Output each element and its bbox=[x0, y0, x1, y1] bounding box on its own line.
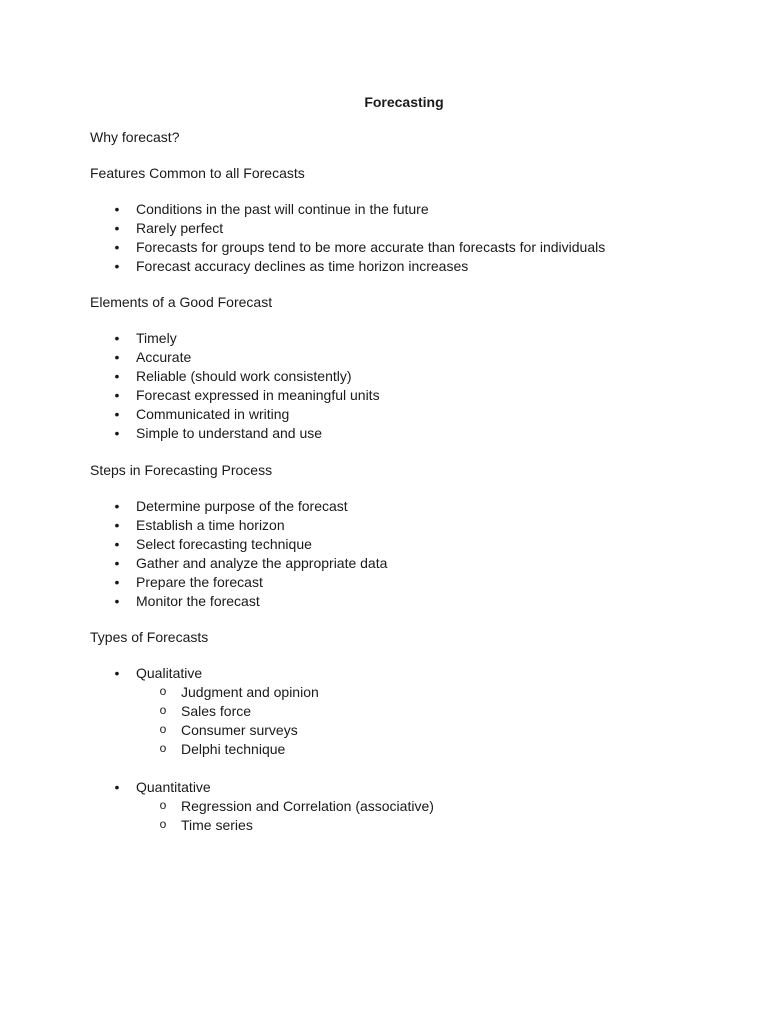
bullet-icon: • bbox=[114, 536, 120, 552]
bullet-icon: • bbox=[114, 349, 120, 365]
bullet-icon: • bbox=[114, 406, 120, 422]
bullet-icon: • bbox=[114, 574, 120, 590]
types-heading: Types of Forecasts bbox=[90, 629, 209, 645]
document-page: Forecasting Why forecast? Features Common to all Forecasts • Conditions in the past will continue in the future • Rarely perfect • Forecasts for groups tend to be more accurate than forecasts for individuals • Forecast accuracy declines as time horizon increases Elements of a Good Forecast • Timely • Accurate • Reliable (should work consistently) • Forecast expressed in meaningful units • Communicated in writing • Simple to understand and use Steps in Forecasting Process • Determine purpose of the forecast • Establish a time horizon • Select forecasting technique • Gather and analyze the appropriate data • Prepare the forecast • Monitor the forecast Types of Forecasts • Qualitative o Judgment and opinion o Sales force o Consumer surveys o Delphi technique • Quantitative o Regression and Correlation (associative) o Time series bbox=[0, 0, 768, 1024]
elements-heading: Elements of a Good Forecast bbox=[90, 294, 273, 310]
circle-bullet-icon: o bbox=[159, 703, 167, 717]
bullet-icon: • bbox=[114, 593, 120, 609]
circle-bullet-icon: o bbox=[159, 798, 167, 812]
circle-bullet-icon: o bbox=[159, 722, 167, 736]
circle-bullet-icon: o bbox=[159, 817, 167, 831]
why-forecast-text: Why forecast? bbox=[90, 129, 180, 145]
bullet-icon: • bbox=[114, 368, 120, 384]
bullet-icon: • bbox=[114, 220, 120, 236]
bullet-icon: • bbox=[114, 239, 120, 255]
features-heading: Features Common to all Forecasts bbox=[90, 165, 305, 181]
document-title: Forecasting bbox=[364, 94, 444, 110]
bullet-icon: • bbox=[114, 201, 120, 217]
bullet-icon: • bbox=[114, 517, 120, 533]
bullet-icon: • bbox=[114, 665, 120, 681]
bullet-icon: • bbox=[114, 425, 120, 441]
bullet-icon: • bbox=[114, 330, 120, 346]
bullet-icon: • bbox=[114, 555, 120, 571]
circle-bullet-icon: o bbox=[159, 741, 167, 755]
bullet-icon: • bbox=[114, 387, 120, 403]
bullet-icon: • bbox=[114, 258, 120, 274]
bullet-icon: • bbox=[114, 779, 120, 795]
bullet-icon: • bbox=[114, 498, 120, 514]
circle-bullet-icon: o bbox=[159, 684, 167, 698]
steps-heading: Steps in Forecasting Process bbox=[90, 462, 273, 478]
